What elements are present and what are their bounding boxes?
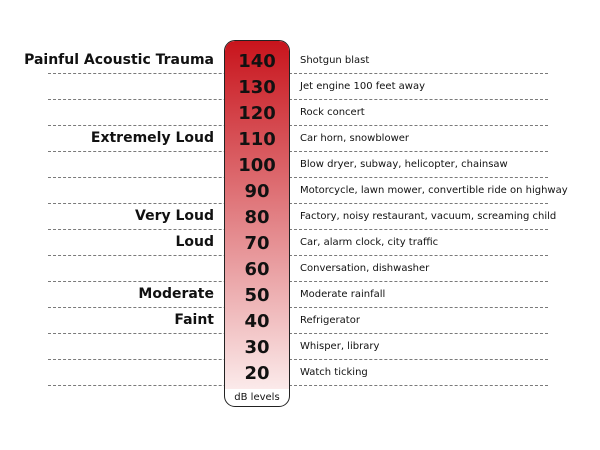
level-row (0, 74, 600, 100)
loudness-category-label: Moderate (138, 286, 214, 302)
db-value: 60 (244, 259, 270, 280)
loudness-category-label: Extremely Loud (90, 130, 214, 146)
level-row (0, 334, 600, 360)
db-value: 90 (244, 181, 270, 202)
db-value: 40 (244, 311, 270, 332)
loudness-category-label: Loud (175, 234, 214, 250)
db-value: 100 (238, 155, 276, 176)
db-value: 20 (244, 363, 270, 384)
sound-example-label: Shotgun blast (300, 55, 370, 66)
db-value: 80 (244, 207, 270, 228)
sound-example-label: Watch ticking (300, 367, 368, 378)
sound-example-label: Motorcycle, lawn mower, convertible ride on highway (300, 185, 568, 196)
level-row (0, 282, 600, 308)
level-row (0, 308, 600, 334)
level-row (0, 204, 600, 230)
sound-example-label: Whisper, library (300, 341, 380, 352)
sound-example-label: Car, alarm clock, city traffic (300, 237, 439, 248)
level-row (0, 178, 600, 204)
sound-example-label: Factory, noisy restaurant, vacuum, screaming child (300, 211, 557, 222)
db-value: 30 (244, 337, 270, 358)
db-value: 140 (238, 51, 276, 72)
sound-example-label: Rock concert (300, 107, 365, 118)
sound-example-label: Car horn, snowblower (300, 133, 410, 144)
level-row (0, 152, 600, 178)
level-row (0, 48, 600, 74)
level-row (0, 256, 600, 282)
level-row (0, 360, 600, 386)
db-value: 50 (244, 285, 270, 306)
level-row (0, 100, 600, 126)
sound-example-label: Blow dryer, subway, helicopter, chainsaw (300, 159, 508, 170)
sound-example-label: Moderate rainfall (300, 289, 386, 300)
dashed-divider (48, 385, 548, 386)
db-value: 120 (238, 103, 276, 124)
sound-example-label: Conversation, dishwasher (300, 263, 430, 274)
db-value: 110 (238, 129, 276, 150)
db-value: 130 (238, 77, 276, 98)
loudness-category-label: Very Loud (135, 208, 214, 224)
level-row (0, 230, 600, 256)
level-row (0, 126, 600, 152)
sound-example-label: Jet engine 100 feet away (300, 81, 426, 92)
db-thermometer (224, 40, 290, 407)
loudness-category-label: Faint (174, 312, 214, 328)
db-levels-label: dB levels (234, 392, 280, 403)
sound-example-label: Refrigerator (300, 315, 360, 326)
loudness-category-label: Painful Acoustic Trauma (24, 52, 214, 68)
db-value: 70 (244, 233, 270, 254)
